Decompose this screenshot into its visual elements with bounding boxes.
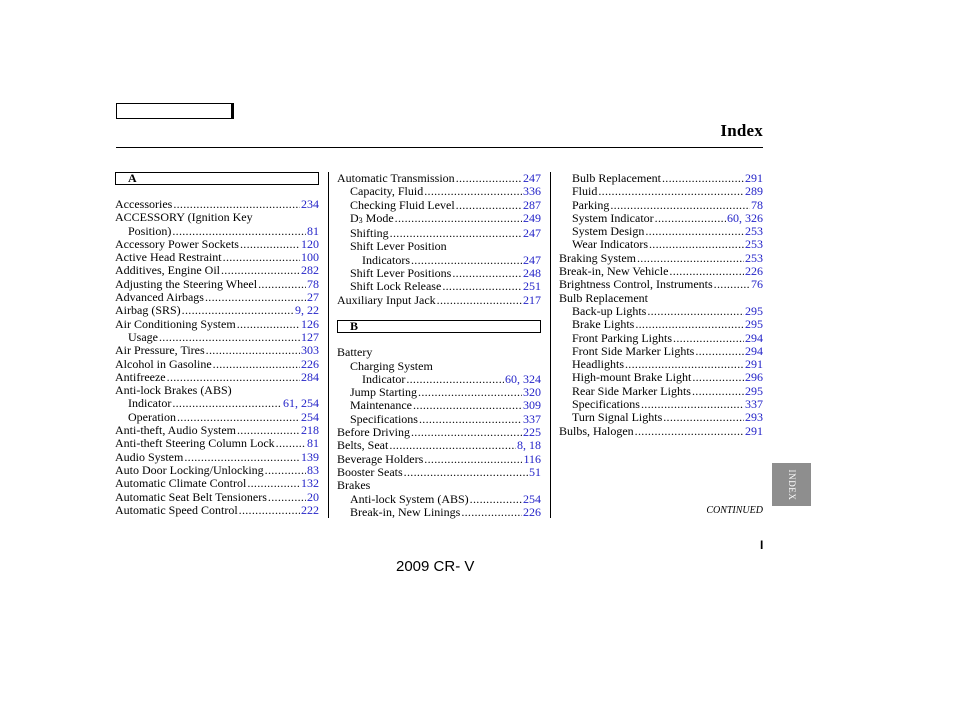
index-heading: Charging System — [350, 358, 433, 373]
dot-leader — [442, 280, 522, 293]
index-entry[interactable] — [115, 371, 319, 384]
index-column-c — [559, 172, 763, 438]
index-entry[interactable] — [115, 491, 319, 504]
page-link[interactable]: 303 — [301, 343, 319, 358]
index-heading: Brakes — [337, 478, 371, 493]
continued-label: CONTINUED — [706, 505, 763, 516]
dot-leader — [598, 185, 744, 198]
index-entry-text: System Design — [572, 224, 645, 239]
index-entry[interactable] — [559, 371, 763, 384]
page-link[interactable]: 289 — [745, 184, 763, 199]
index-heading: Anti-lock Brakes (ABS) — [115, 383, 232, 398]
index-entry-text: Beverage Holders — [337, 451, 424, 466]
index-entry[interactable] — [115, 504, 319, 517]
index-entry[interactable] — [115, 198, 319, 211]
dot-leader — [182, 304, 294, 317]
index-entry-text: Specifications — [350, 411, 418, 426]
dot-leader — [470, 493, 522, 506]
dot-leader — [276, 437, 306, 450]
index-entry[interactable] — [337, 280, 541, 293]
page-link[interactable]: 217 — [523, 292, 541, 307]
page-link[interactable]: 294 — [745, 330, 763, 345]
index-entry[interactable] — [337, 185, 541, 198]
index-entry[interactable] — [115, 278, 319, 291]
index-entry-text: Headlights — [572, 357, 624, 372]
dot-leader — [404, 466, 528, 479]
index-entry-text: Brake Lights — [572, 317, 635, 332]
dot-leader — [610, 199, 750, 212]
index-entry-text: High-mount Brake Light — [572, 370, 692, 385]
dot-leader — [649, 238, 744, 251]
index-entry[interactable] — [115, 464, 319, 477]
index-entry-text: Operation — [128, 409, 176, 424]
page-link[interactable]: 309 — [523, 398, 541, 413]
index-entry[interactable] — [559, 385, 763, 398]
index-entry-text: Indicator — [128, 396, 172, 411]
page-link[interactable]: 60, 326 — [727, 210, 763, 225]
dot-leader — [265, 464, 306, 477]
page-link[interactable]: 9, 22 — [295, 303, 319, 318]
dot-leader — [239, 504, 300, 517]
index-entry-text: Braking System — [559, 250, 636, 265]
page-link[interactable]: 61, 254 — [283, 396, 319, 411]
page-link[interactable]: 132 — [301, 476, 319, 491]
index-entry-text: Maintenance — [350, 398, 412, 413]
page-link[interactable]: 336 — [523, 184, 541, 199]
dot-leader — [647, 305, 744, 318]
index-entry[interactable] — [559, 332, 763, 345]
index-entry[interactable] — [337, 493, 541, 506]
index-entry[interactable] — [559, 358, 763, 371]
letter-header: A — [115, 172, 319, 185]
dot-leader — [452, 267, 522, 280]
index-entry[interactable] — [115, 304, 319, 317]
page-link[interactable]: 226 — [745, 264, 763, 279]
dot-leader — [641, 398, 744, 411]
dot-leader — [213, 358, 300, 371]
dot-leader — [419, 413, 522, 426]
dot-leader — [461, 506, 522, 519]
page-link[interactable]: 295 — [745, 317, 763, 332]
page-link[interactable]: 291 — [745, 423, 763, 438]
dot-leader — [177, 411, 300, 424]
index-entry[interactable] — [337, 506, 541, 519]
page-link[interactable]: 120 — [301, 236, 319, 251]
index-column-b — [337, 172, 541, 519]
index-entry[interactable] — [559, 318, 763, 331]
index-entry-text: Parking — [572, 197, 610, 212]
page-link[interactable]: 126 — [301, 316, 319, 331]
dot-leader — [625, 358, 744, 371]
title-rule — [116, 147, 763, 148]
dot-leader — [673, 332, 744, 345]
index-entry[interactable] — [337, 413, 541, 426]
index-entry[interactable] — [559, 278, 763, 291]
dot-leader — [389, 439, 516, 452]
index-entry[interactable] — [337, 373, 541, 386]
index-entry-text: Wear Indicators — [572, 237, 648, 252]
index-entry[interactable] — [337, 267, 541, 280]
dot-leader — [221, 264, 300, 277]
index-entry[interactable] — [115, 318, 319, 331]
index-entry[interactable] — [115, 251, 319, 264]
page-link[interactable]: 78 — [307, 276, 319, 291]
dot-leader — [237, 318, 300, 331]
index-entry-text: Turn Signal Lights — [572, 410, 663, 425]
index-entry-text: Adjusting the Steering Wheel — [115, 276, 258, 291]
index-entry-text: Fluid — [572, 184, 598, 199]
dot-leader — [413, 399, 522, 412]
page-link[interactable]: 251 — [523, 279, 541, 294]
index-entry[interactable] — [559, 411, 763, 424]
index-entry[interactable] — [115, 451, 319, 464]
index-entry-text: Air Pressure, Tires — [115, 343, 205, 358]
page-link[interactable]: 76 — [751, 277, 763, 292]
index-entry-text: Auxiliary Input Jack — [337, 292, 436, 307]
index-entry-text: System Indicator — [572, 210, 654, 225]
column-divider — [328, 172, 329, 518]
page-link[interactable]: 139 — [301, 449, 319, 464]
dot-leader — [268, 491, 306, 504]
index-entry-text: Front Parking Lights — [572, 330, 673, 345]
dot-leader — [406, 373, 504, 386]
index-entry[interactable] — [337, 386, 541, 399]
dot-leader — [695, 345, 744, 358]
index-entry-text: Automatic Climate Control — [115, 476, 247, 491]
index-entry-text: Anti-lock System (ABS) — [350, 491, 469, 506]
page-link[interactable]: 254 — [523, 491, 541, 506]
page-link[interactable]: 320 — [523, 385, 541, 400]
page-link[interactable]: 83 — [307, 462, 319, 477]
dot-leader — [418, 386, 522, 399]
index-entry[interactable] — [115, 424, 319, 437]
page-link[interactable]: 337 — [523, 411, 541, 426]
page-link[interactable]: 8, 18 — [517, 438, 541, 453]
dot-leader — [173, 198, 300, 211]
dot-leader — [714, 278, 750, 291]
index-entry-text: Air Conditioning System — [115, 316, 236, 331]
page-link[interactable]: 337 — [745, 397, 763, 412]
index-entry[interactable] — [559, 265, 763, 278]
index-side-tab-label: INDEX — [786, 469, 797, 500]
index-entry[interactable] — [559, 345, 763, 358]
index-entry-text: Automatic Transmission — [337, 171, 455, 185]
index-entry-text: Capacity, Fluid — [350, 184, 424, 199]
page-link[interactable]: 218 — [301, 423, 319, 438]
page-link[interactable]: 127 — [301, 329, 319, 344]
column-divider — [550, 172, 551, 518]
page-link[interactable]: 295 — [745, 383, 763, 398]
index-entry-text: Accessory Power Sockets — [115, 236, 239, 251]
page-link[interactable]: 247 — [523, 171, 541, 185]
dot-leader — [655, 212, 726, 225]
index-heading: ACCESSORY (Ignition Key — [115, 210, 253, 225]
index-entry[interactable] — [115, 331, 319, 344]
index-entry[interactable] — [559, 172, 763, 185]
index-entry-text: Before Driving — [337, 425, 410, 440]
index-entry-text: Additives, Engine Oil — [115, 263, 220, 278]
index-entry[interactable] — [337, 212, 541, 227]
index-entry[interactable] — [337, 426, 541, 439]
page-link[interactable]: 253 — [745, 250, 763, 265]
index-entry-text: Antifreeze — [115, 369, 166, 384]
page-link[interactable]: 226 — [301, 356, 319, 371]
index-entry-text: Checking Fluid Level — [350, 197, 455, 212]
index-entry[interactable] — [115, 344, 319, 357]
index-entry[interactable] — [115, 291, 319, 304]
page-link[interactable]: 282 — [301, 263, 319, 278]
index-entry[interactable] — [559, 185, 763, 198]
index-entry-text: Back-up Lights — [572, 303, 647, 318]
index-entry-text: Specifications — [572, 397, 640, 412]
page-title: Index — [720, 121, 763, 140]
nav-box[interactable] — [116, 103, 234, 119]
index-entry[interactable] — [337, 439, 541, 452]
page-link[interactable]: 100 — [301, 250, 319, 265]
page-link[interactable]: 78 — [751, 197, 763, 212]
index-entry-text: Advanced Airbags — [115, 290, 204, 305]
index-entry[interactable] — [115, 225, 319, 238]
page-link[interactable]: 296 — [745, 370, 763, 385]
index-entry[interactable] — [337, 466, 541, 479]
index-entry-text: Shift Lock Release — [350, 279, 442, 294]
index-heading: Shift Lever Position — [350, 239, 447, 254]
index-entry[interactable] — [115, 264, 319, 277]
index-entry[interactable] — [115, 358, 319, 371]
index-entry-text: Airbag (SRS) — [115, 303, 181, 318]
index-entry-text: Rear Side Marker Lights — [572, 383, 691, 398]
index-entry[interactable] — [559, 199, 763, 212]
page-link[interactable]: 291 — [745, 171, 763, 185]
dot-leader — [390, 227, 522, 240]
index-entry-text: Indicators — [362, 252, 410, 267]
index-entry[interactable] — [559, 398, 763, 411]
index-entry[interactable] — [559, 305, 763, 318]
index-entry-text: Shift Lever Positions — [350, 266, 452, 281]
index-entry-text: Auto Door Locking/Unlocking — [115, 462, 264, 477]
index-entry-text: Indicator — [362, 371, 406, 386]
index-entry-text: Brightness Control, Instruments — [559, 277, 713, 292]
index-entry[interactable] — [559, 425, 763, 438]
index-entry-text: Jump Starting — [350, 385, 418, 400]
page-link[interactable]: 226 — [523, 504, 541, 519]
page-link[interactable]: 247 — [523, 252, 541, 267]
index-entry[interactable] — [559, 212, 763, 225]
index-entry-text: Audio System — [115, 449, 184, 464]
footer-model: 2009 CR- V — [396, 558, 475, 575]
dot-leader — [635, 425, 744, 438]
index-side-tab[interactable] — [772, 463, 811, 506]
index-entry[interactable] — [115, 477, 319, 490]
page-link[interactable]: 60, 324 — [505, 371, 541, 386]
page-link[interactable]: 284 — [301, 369, 319, 384]
index-entry-text: Active Head Restraint — [115, 250, 222, 265]
dot-leader — [411, 426, 522, 439]
index-entry-text: Shifting — [350, 226, 389, 241]
dot-leader — [184, 451, 300, 464]
dot-leader — [223, 251, 300, 264]
page-link[interactable]: 81 — [307, 223, 319, 238]
dot-leader — [424, 453, 522, 466]
page-link[interactable]: 293 — [745, 410, 763, 425]
dot-leader — [172, 397, 282, 410]
dot-leader — [456, 172, 522, 185]
page-link[interactable]: 253 — [745, 224, 763, 239]
index-entry[interactable] — [559, 238, 763, 251]
index-entry-text: Automatic Speed Control — [115, 502, 238, 517]
dot-leader — [240, 238, 300, 251]
dot-leader — [692, 385, 744, 398]
index-entry[interactable] — [337, 172, 541, 185]
index-entry-text: Usage — [128, 329, 158, 344]
page-link[interactable]: 27 — [307, 290, 319, 305]
page-link[interactable]: 222 — [301, 502, 319, 517]
index-entry-text: Bulb Replacement — [572, 171, 661, 185]
index-entry[interactable] — [337, 294, 541, 307]
page-link[interactable]: 248 — [523, 266, 541, 281]
page-link[interactable]: 116 — [523, 451, 541, 466]
dot-leader — [172, 225, 306, 238]
dot-leader — [662, 172, 744, 185]
page-number: I — [760, 538, 764, 552]
index-column-a — [115, 172, 319, 517]
letter-header: B — [337, 320, 541, 333]
dot-leader — [205, 291, 306, 304]
page-link[interactable]: 253 — [745, 237, 763, 252]
page-link[interactable]: 234 — [301, 197, 319, 211]
index-entry-text: Accessories — [115, 197, 173, 211]
index-entry-text: Anti-theft Steering Column Lock — [115, 436, 275, 451]
index-entry[interactable] — [115, 411, 319, 424]
index-entry[interactable] — [337, 399, 541, 412]
dot-leader — [237, 424, 300, 437]
index-entry[interactable] — [337, 227, 541, 240]
page-link[interactable]: 20 — [307, 489, 319, 504]
index-entry-text: Bulbs, Halogen — [559, 423, 634, 438]
dot-leader — [635, 318, 744, 331]
index-heading: Battery — [337, 345, 373, 360]
page-link[interactable]: 51 — [529, 464, 541, 479]
page-link[interactable]: 291 — [745, 357, 763, 372]
dot-leader — [645, 225, 744, 238]
index-entry-text: Position) — [128, 223, 172, 238]
page-link[interactable]: 225 — [523, 425, 541, 440]
dot-leader — [663, 411, 744, 424]
index-entry-text: Front Side Marker Lights — [572, 343, 695, 358]
section-spacer — [337, 307, 541, 320]
index-entry[interactable] — [337, 453, 541, 466]
index-entry[interactable] — [115, 238, 319, 251]
index-entry[interactable] — [337, 254, 541, 267]
dot-leader — [437, 294, 522, 307]
index-entry-text: Alcohol in Gasoline — [115, 356, 212, 371]
dot-leader — [637, 252, 744, 265]
index-entry[interactable] — [115, 437, 319, 450]
dot-leader — [395, 212, 522, 225]
index-entry-text: Anti-theft, Audio System — [115, 423, 236, 438]
dot-leader — [424, 185, 522, 198]
dot-leader — [669, 265, 744, 278]
page-link[interactable]: 247 — [523, 226, 541, 241]
page-link[interactable]: 295 — [745, 303, 763, 318]
dot-leader — [206, 344, 300, 357]
page-link[interactable]: 294 — [745, 343, 763, 358]
dot-leader — [456, 199, 522, 212]
dot-leader — [247, 477, 300, 490]
index-entry[interactable] — [559, 252, 763, 265]
index-entry-text: Break-in, New Vehicle — [559, 264, 669, 279]
index-entry-text: D3 Mode — [350, 210, 394, 225]
dot-leader — [159, 331, 300, 344]
index-entry-text: Automatic Seat Belt Tensioners — [115, 489, 267, 504]
page-link[interactable]: 287 — [523, 197, 541, 212]
page-link[interactable]: 249 — [523, 210, 541, 225]
index-entry[interactable] — [337, 199, 541, 212]
page-link[interactable]: 254 — [301, 409, 319, 424]
dot-leader — [258, 278, 306, 291]
index-entry[interactable] — [559, 225, 763, 238]
index-entry-text: Booster Seats — [337, 464, 403, 479]
index-entry-text: Break-in, New Linings — [350, 504, 461, 519]
dot-leader — [167, 371, 300, 384]
index-entry-text: Belts, Seat — [337, 438, 389, 453]
dot-leader — [411, 254, 522, 267]
index-heading: Bulb Replacement — [559, 290, 648, 305]
index-entry[interactable] — [115, 397, 319, 410]
page-link[interactable]: 81 — [307, 436, 319, 451]
dot-leader — [692, 371, 744, 384]
